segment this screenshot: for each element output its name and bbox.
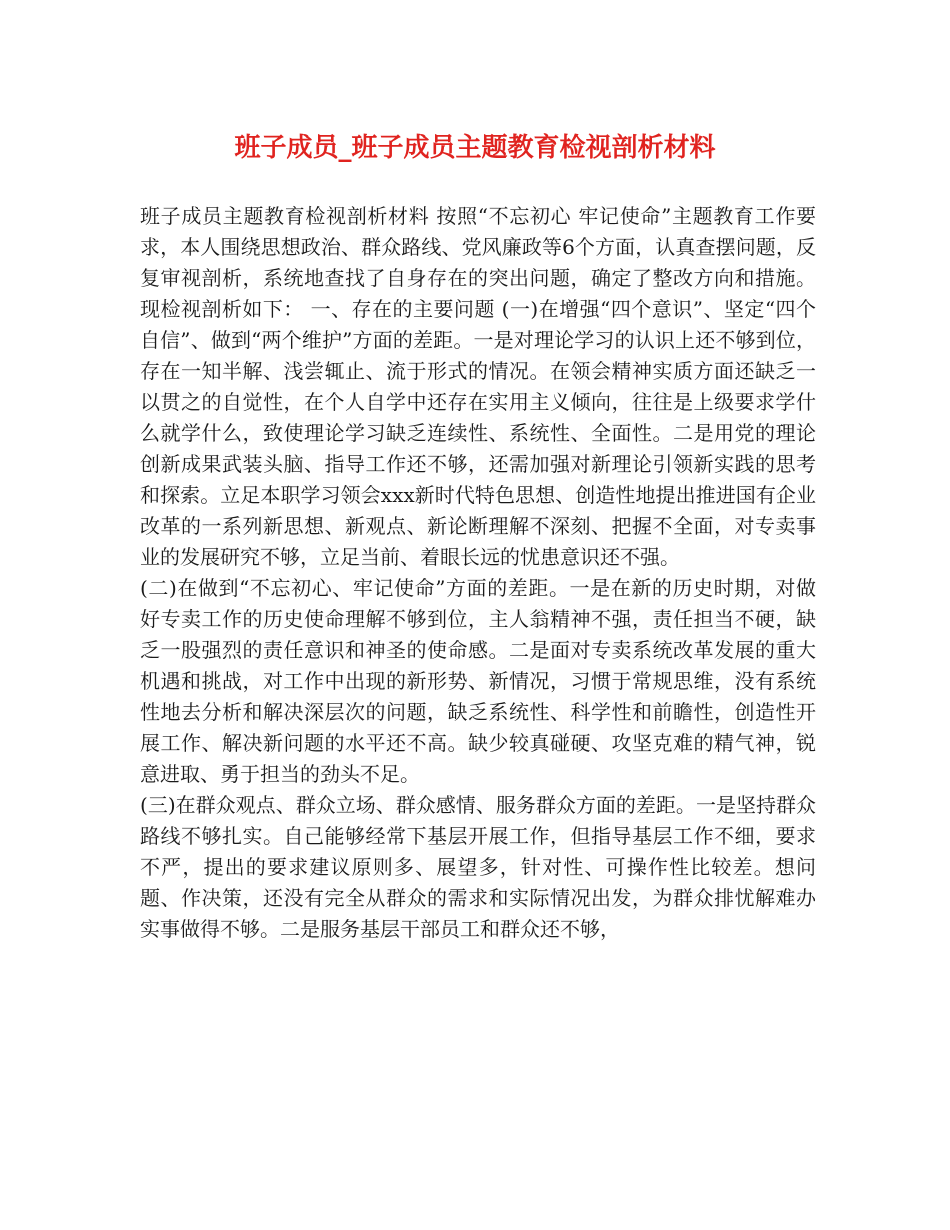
paragraph-1: 班子成员主题教育检视剖析材料 按照“不忘初心 牢记使命”主题教育工作要求，本人围绕思想政治、群众路线、党风廉政等6个方面，认真查摆问题，反复审视剖析，系统地查找了自身存在的突出问题，确定了整改方向和措施。现检视剖析如下： 一、存在的主要问题 (一)在增强“四个意识”、坚定“四个自信”、做到“两个维护”方面的差距。一是对理论学习的认识上还不够到位，存在一知半解、浅尝辄止、流于形式的情况。在领会精神实质方面还缺乏一以贯之的自觉性，在个人自学中还存在实用主义倾向，往往是上级要求学什么就学什么，致使理论学习缺乏连续性、系统性、全面性。二是用党的理论创新成果武装头脑、指导工作还不够，还需加强对新理论引领新实践的思考和探索。立足本职学习领会xxx新时代特色思想、创造性地提出推进国有企业改革的一系列新思想、新观点、新论断理解不深刻、把握不全面，对专卖事业的发展研究不够，立足当前、着眼长远的忧患意识还不强。 xyxy=(140,204,816,569)
document-body xyxy=(140,201,816,945)
paragraph-3: (三)在群众观点、群众立场、群众感情、服务群众方面的差距。一是坚持群众路线不够扎实。自己能够经常下基层开展工作，但指导基层工作不细，要求不严，提出的要求建议原则多、展望多，针对性、可操作性比较差。想问题、作决策，还没有完全从群众的需求和实际情况出发，为群众排忧解难办实事做得不够。二是服务基层干部员工和群众还不够， xyxy=(140,793,816,941)
paragraph-2: (二)在做到“不忘初心、牢记使命”方面的差距。一是在新的历史时期，对做好专卖工作的历史使命理解不够到位，主人翁精神不强，责任担当不硬，缺乏一股强烈的责任意识和神圣的使命感。二是面对专卖系统改革发展的重大机遇和挑战，对工作中出现的新形势、新情况，习惯于常规思维，没有系统性地去分析和解决深层次的问题，缺乏系统性、科学性和前瞻性，创造性开展工作、解决新问题的水平还不高。缺少较真碰硬、攻坚克难的精气神，锐意进取、勇于担当的劲头不足。 xyxy=(140,576,816,786)
document-title: 班子成员_班子成员主题教育检视剖析材料 xyxy=(234,133,716,163)
